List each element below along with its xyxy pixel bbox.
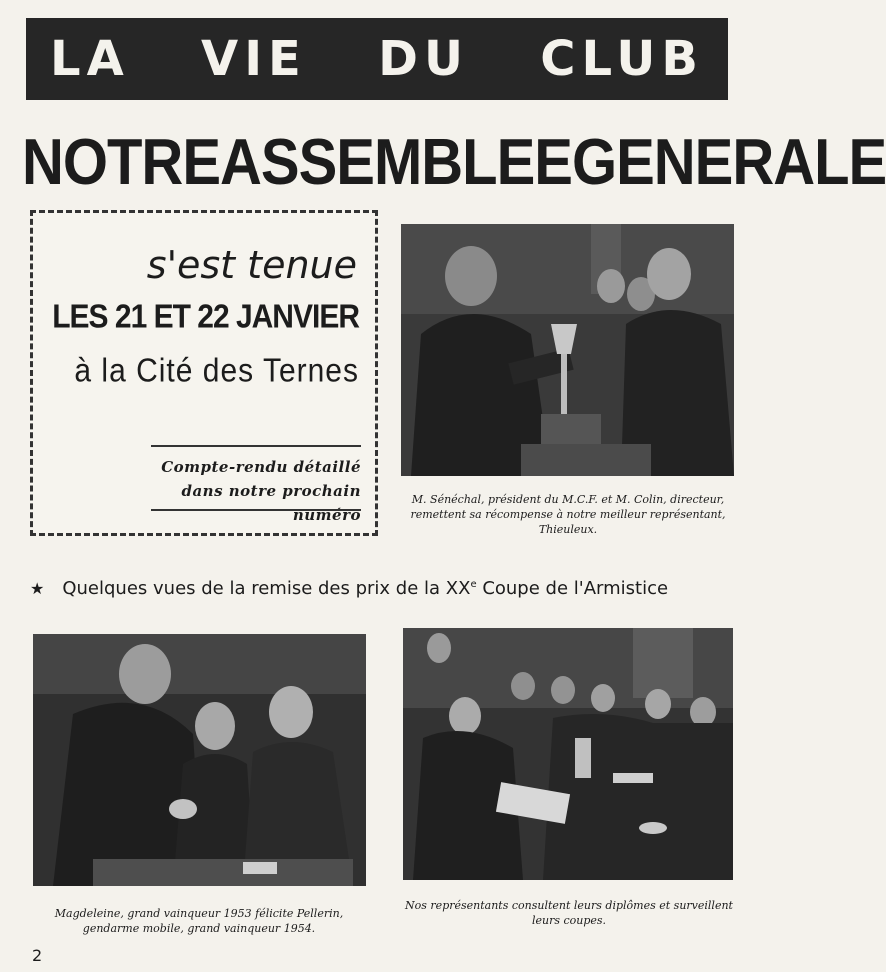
star-icon: ★: [30, 579, 45, 598]
title-word: GENERALE: [571, 125, 886, 199]
subheading-superscript: e: [470, 579, 477, 590]
divider: [151, 509, 361, 511]
subheading: [30, 578, 740, 599]
banner-word: CLUB: [540, 31, 704, 87]
announcement-box: [30, 210, 378, 536]
subheading-text-end: Coupe de l'Armistice: [476, 578, 669, 599]
announcement-note: Compte-rendu détaillé dans notre prochain numéro: [161, 458, 361, 524]
banner-word: LA: [50, 31, 130, 87]
photo-caption: M. Sénéchal, président du M.C.F. et M. Colin, directeur, remettent sa récompense à notre meilleur représentant, Thieuleux.: [410, 493, 726, 536]
photo-representatives: [403, 628, 733, 880]
photo-caption: Magdeleine, grand vainqueur 1953 félicite Pellerin, gendarme mobile, grand vainqueur 1954.: [54, 907, 344, 935]
announcement-dates: LES 21 ET 22 JANVIER: [52, 299, 359, 336]
divider: [151, 445, 361, 447]
photo-congratulations: [33, 634, 366, 886]
photo-award-presentation: [401, 224, 734, 476]
title-word: ASSEMBLEE: [220, 125, 572, 199]
announcement-venue: à la Cité des Ternes: [74, 353, 359, 390]
subheading-text: Quelques vues de la remise des prix de la XX: [62, 578, 471, 599]
announcement-line-1: s'est tenue: [146, 243, 357, 287]
page-title: [22, 118, 886, 205]
photo-caption: Nos représentants consultent leurs diplômes et surveillent leurs coupes.: [405, 899, 733, 927]
banner-word: DU: [378, 31, 469, 87]
title-word: NOTRE: [22, 125, 220, 199]
section-banner: [26, 18, 728, 100]
banner-word: VIE: [201, 31, 307, 87]
page-number: 2: [32, 946, 43, 965]
